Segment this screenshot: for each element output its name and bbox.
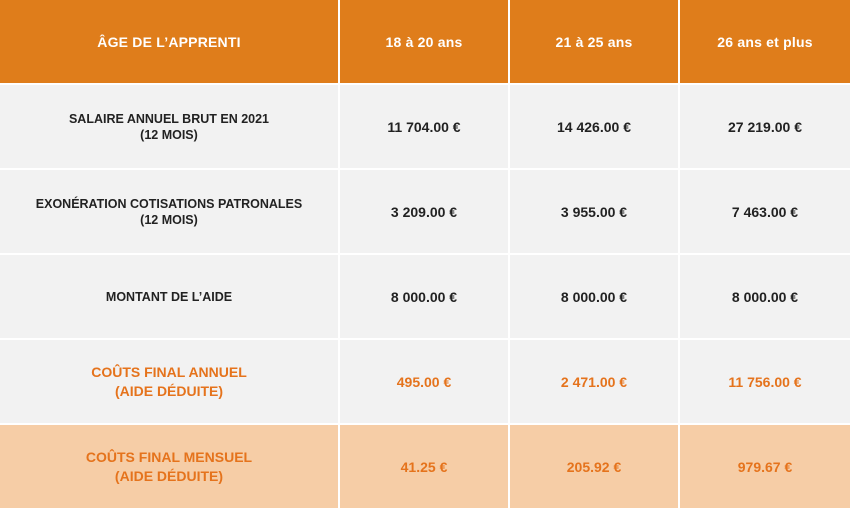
table-cell-value: 3 955.00 € [560,203,628,220]
table-cell-value: 11 756.00 € [728,373,802,390]
row-label-salaire [0,85,340,170]
table-cell-value: 2 471.00 € [560,373,628,390]
table-cell-value: 8 000.00 € [390,288,458,305]
table-row-label: COÛTS FINAL MENSUEL (AIDE DÉDUITE) [85,448,253,484]
table-cell [340,340,510,425]
table-row-label: COÛTS FINAL ANNUEL (AIDE DÉDUITE) [91,363,247,399]
table-cell [510,340,680,425]
table-cell [510,85,680,170]
row-label-montant-aide [0,255,340,340]
table-cell-value: 11 704.00 € [387,118,461,135]
table-cell [680,85,850,170]
table-cell [340,255,510,340]
table-cell-value: 14 426.00 € [557,118,631,135]
table-cell-value: 205.92 € [566,458,622,475]
table-cell [680,425,850,510]
table-cell-value: 7 463.00 € [731,203,799,220]
row-label-cout-mensuel [0,425,340,510]
header-col-18-20: 18 à 20 ans [340,0,510,85]
table-cell [680,170,850,255]
table-row-label: SALAIRE ANNUEL BRUT EN 2021 (12 MOIS) [68,111,270,142]
table-cell [510,255,680,340]
table-cell [340,425,510,510]
table-cell [340,170,510,255]
table-cell [510,170,680,255]
header-col-26-plus: 26 ans et plus [680,0,850,85]
table-cell [680,255,850,340]
table-cell [340,85,510,170]
header-age-label: ÂGE DE L’APPRENTI [0,0,340,85]
table-cell-value: 3 209.00 € [390,203,458,220]
row-label-cout-annuel [0,340,340,425]
table-cell-value: 41.25 € [400,458,448,475]
table-row-label: MONTANT DE L’AIDE [105,289,233,304]
table-row-label: EXONÉRATION COTISATIONS PATRONALES (12 MOIS) [35,196,303,227]
table-cell [680,340,850,425]
row-label-exoneration [0,170,340,255]
table-cell-value: 27 219.00 € [728,118,802,135]
table-cell [510,425,680,510]
header-col-21-25: 21 à 25 ans [510,0,680,85]
table-cell-value: 8 000.00 € [560,288,628,305]
table-cell-value: 8 000.00 € [731,288,799,305]
table-cell-value: 979.67 € [737,458,793,475]
table-cell-value: 495.00 € [396,373,452,390]
